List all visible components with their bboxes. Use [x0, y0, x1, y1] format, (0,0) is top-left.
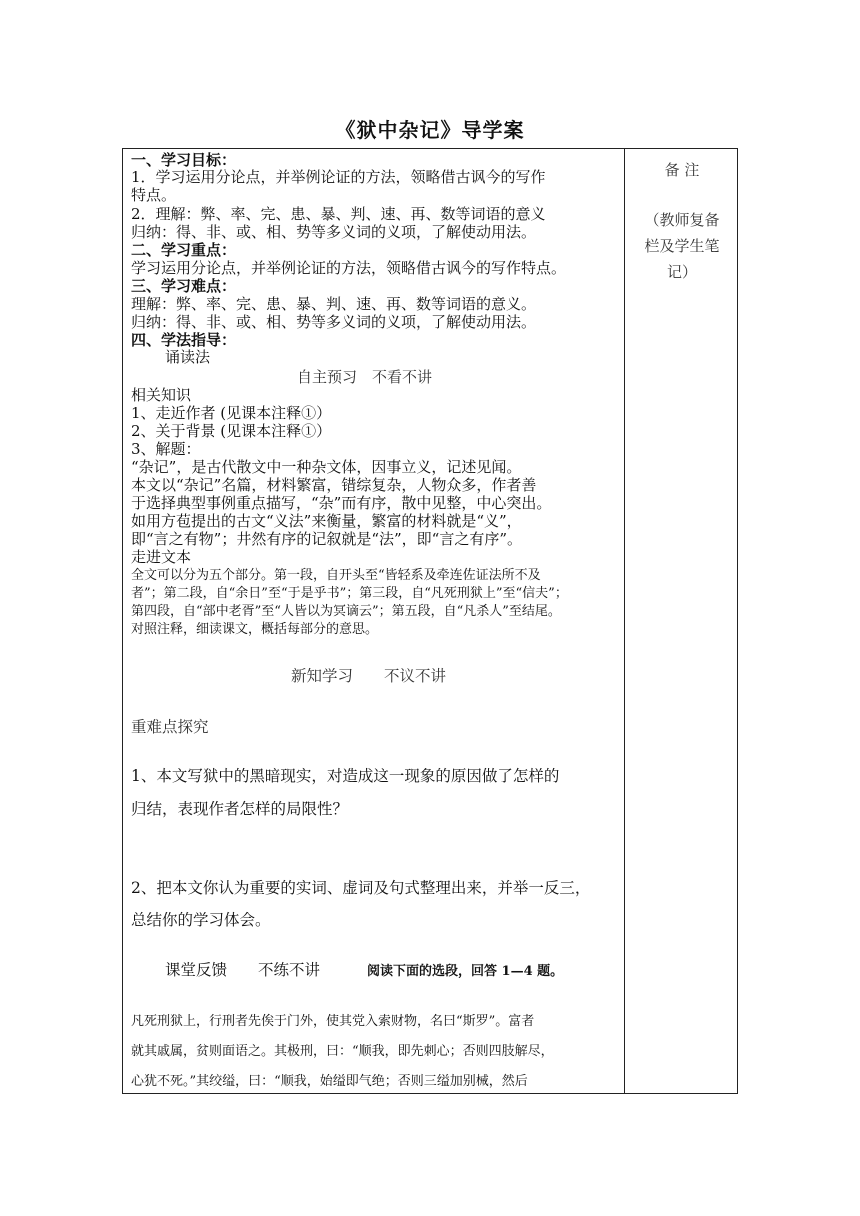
feedback-heading: 课堂反馈 不练不讲 [165, 961, 321, 979]
column-divider [624, 149, 625, 1093]
text-summary-line: 对照注释，细读课文，概括每部分的意思。 [131, 622, 379, 637]
text-summary-line: 者”；第二段，自“余日”至“于是乎书”；第三段，自“凡死刑狱上”至“信夫”； [131, 586, 568, 601]
remarks-note-line: 记） [666, 263, 697, 281]
question-line: 2、把本文你认为重要的实词、虚词及句式整理出来，并举一反三， [131, 879, 591, 897]
preview-item: 3、解题： [131, 440, 201, 458]
question-line: 总结你的学习体会。 [131, 911, 271, 929]
passage-line: 凡死刑狱上，行刑者先俟于门外，使其党入索财物，名曰“斯罗”。富者 [131, 1014, 535, 1029]
explore-heading: 重难点探究 [131, 718, 209, 736]
feedback-instruction: 阅读下面的选段，回答 1—4 题。 [367, 964, 564, 979]
difficulty-heading: 三、学习难点： [131, 277, 237, 295]
difficulty-line: 理解：弊、率、完、患、暴、判、速、再、数等词语的意义。 [131, 295, 537, 313]
focus-text: 学习运用分论点，并举例论证的方法，领略借古讽今的写作特点。 [131, 259, 567, 277]
knowledge-heading: 相关知识 [131, 386, 192, 404]
remarks-note-line: （教师复备 [644, 211, 720, 229]
preview-item: 2、关于背景 (见课本注释①） [131, 422, 332, 440]
text-summary-line: 第四段，自“部中老胥”至“人皆以为冥谪云”；第五段，自“凡杀人”至结尾。 [131, 604, 561, 619]
remarks-heading: 备 注 [664, 161, 700, 179]
page-title: 《狱中杂记》导学案 [335, 118, 525, 142]
question-line: 归结，表现作者怎样的局限性？ [131, 800, 349, 818]
preview-item: 1、走近作者 (见课本注释①） [131, 404, 332, 422]
method-text: 诵读法 [165, 348, 211, 366]
method-heading: 四、学法指导： [131, 331, 237, 349]
goals-heading: 一、学习目标： [131, 151, 237, 169]
text-heading: 走进文本 [131, 548, 192, 566]
difficulty-line: 归纳：得、非、或、相、势等多义词的义项，了解使动用法。 [131, 313, 537, 331]
remarks-note-line: 栏及学生笔 [644, 237, 720, 255]
passage-line: 心犹不死。”其绞缢，曰：“顺我，始缢即气绝；否则三缢加别械，然后 [131, 1074, 528, 1089]
explain-line: 于选择典型事例重点描写，“杂”而有序，散中见整，中心突出。 [131, 494, 552, 512]
goal-line: 特点。 [131, 186, 177, 204]
learn-heading: 新知学习 不议不讲 [291, 667, 447, 685]
explain-line: 本文以“杂记”名篇，材料繁富，错综复杂，人物众多，作者善 [131, 476, 537, 494]
goal-line: 归纳：得、非、或、相、势等多义词的义项，了解使动用法。 [131, 223, 537, 241]
explain-line: 即“言之有物”；井然有序的记叙就是“法”，即“言之有序”。 [131, 530, 523, 548]
explain-line: 如用方苞提出的古文“义法”来衡量，繁富的材料就是“义”， [131, 512, 522, 530]
passage-line: 就其戚属，贫则面语之。其极刑，曰：“顺我，即先刺心；否则四肢解尽， [131, 1044, 554, 1059]
focus-heading: 二、学习重点： [131, 241, 237, 259]
question-line: 1、本文写狱中的黑暗现实，对造成这一现象的原因做了怎样的 [131, 767, 560, 785]
explain-line: “杂记”，是古代散文中一种杂文体，因事立义，记述见闻。 [131, 458, 522, 476]
study-guide-table [122, 148, 738, 1094]
preview-heading: 自主预习 不看不讲 [297, 368, 433, 386]
text-summary-line: 全文可以分为五个部分。第一段，自开头至“皆轻系及牵连佐证法所不及 [131, 568, 541, 583]
goal-line: 1．学习运用分论点，并举例论证的方法，领略借古讽今的写作 [131, 168, 546, 186]
goal-line: 2．理解：弊、率、完、患、暴、判、速、再、数等词语的意义 [131, 205, 546, 223]
